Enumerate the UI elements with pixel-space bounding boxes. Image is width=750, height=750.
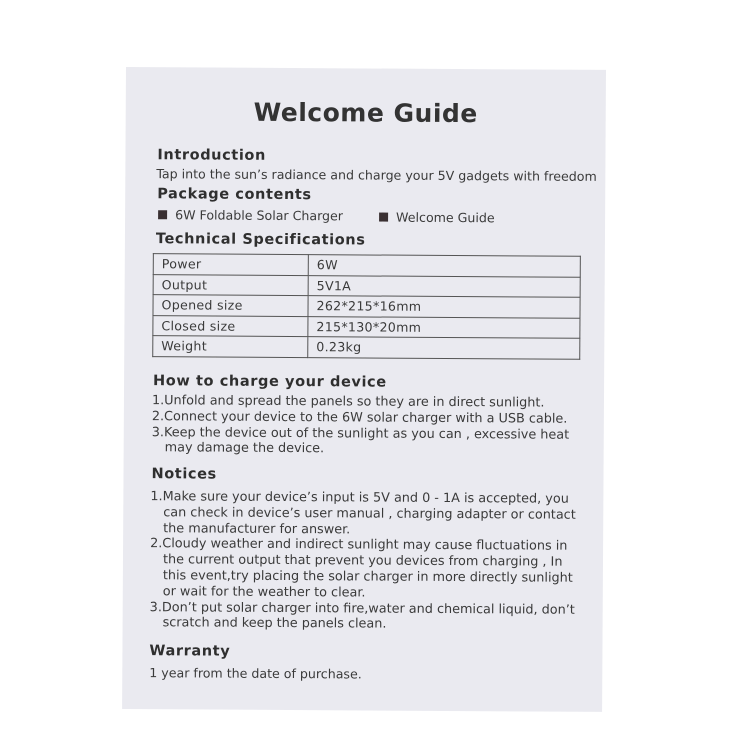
notice-item-line: can check in device’s user manual , charging adapter or contact — [163, 505, 576, 523]
spec-value: 215*130*20mm — [308, 316, 580, 338]
spec-label: Power — [153, 254, 308, 275]
notice-item-line: or wait for the weather to clear. — [162, 584, 366, 601]
spec-row — [153, 315, 580, 338]
spec-row — [153, 295, 580, 318]
guide-sheet — [122, 67, 606, 712]
spec-row — [153, 274, 580, 297]
notice-item — [150, 489, 576, 539]
notice-item — [150, 537, 576, 603]
notice-item-line: the current output that prevent you devices from charging , In — [162, 552, 563, 570]
charge-steps-list — [152, 393, 570, 459]
charge-step-line: 3.Keep the device out of the sunlight as you can , excessive heat — [151, 424, 570, 443]
package-item — [158, 207, 343, 223]
package-heading: Package contents — [157, 186, 312, 204]
introduction-heading: Introduction — [157, 147, 266, 164]
package-item-label: Welcome Guide — [396, 209, 495, 226]
specs-heading: Technical Specifications — [155, 231, 366, 249]
charge-step-line: 2.Connect your device to the 6W solar charger with a USB cable. — [151, 408, 568, 427]
notices-list — [150, 489, 576, 634]
notice-item — [150, 600, 576, 634]
square-bullet-icon — [379, 213, 388, 222]
spec-label: Closed size — [153, 315, 308, 336]
notice-item-line: this event,try placing the solar charger in more directly sunlight — [162, 568, 573, 586]
spec-value: 6W — [308, 255, 580, 277]
spec-row — [153, 336, 580, 359]
charge-step — [152, 425, 570, 459]
spec-label: Output — [153, 274, 308, 295]
square-bullet-icon — [158, 210, 167, 219]
package-item-label: 6W Foldable Solar Charger — [175, 207, 344, 224]
spec-value: 5V1A — [308, 275, 580, 297]
notice-item-line: scratch and keep the panels clean. — [162, 615, 387, 632]
warranty-heading: Warranty — [149, 643, 231, 660]
notice-item-line: 3.Don’t put solar charger into fire,water and chemical liquid, don’t — [149, 599, 575, 618]
notice-item-line: 2.Cloudy weather and indirect sunlight may cause fluctuations in — [150, 536, 568, 555]
notice-item-line: 1.Make sure your device’s input is 5V and 0 - 1A is accepted, you — [150, 489, 569, 507]
charge-step-line: may damage the device. — [164, 440, 325, 457]
package-item — [379, 210, 495, 226]
introduction-text: Tap into the sun’s radiance and charge your 5V gadgets with freedom — [156, 166, 597, 184]
specs-table — [152, 253, 581, 359]
spec-value: 262*215*16mm — [308, 296, 580, 318]
charge-heading: How to charge your device — [153, 373, 387, 391]
notices-heading: Notices — [151, 466, 217, 483]
warranty-text: 1 year from the date of purchase. — [149, 665, 362, 682]
spec-row — [153, 254, 580, 277]
notice-item-line: the manufacturer for answer. — [163, 520, 351, 537]
page-title: Welcome Guide — [253, 97, 478, 129]
charge-step-line: 1.Unfold and spread the panels so they are in direct sunlight. — [151, 393, 545, 411]
spec-label: Weight — [153, 336, 308, 357]
spec-label: Opened size — [153, 295, 308, 316]
spec-value: 0.23kg — [308, 337, 580, 359]
